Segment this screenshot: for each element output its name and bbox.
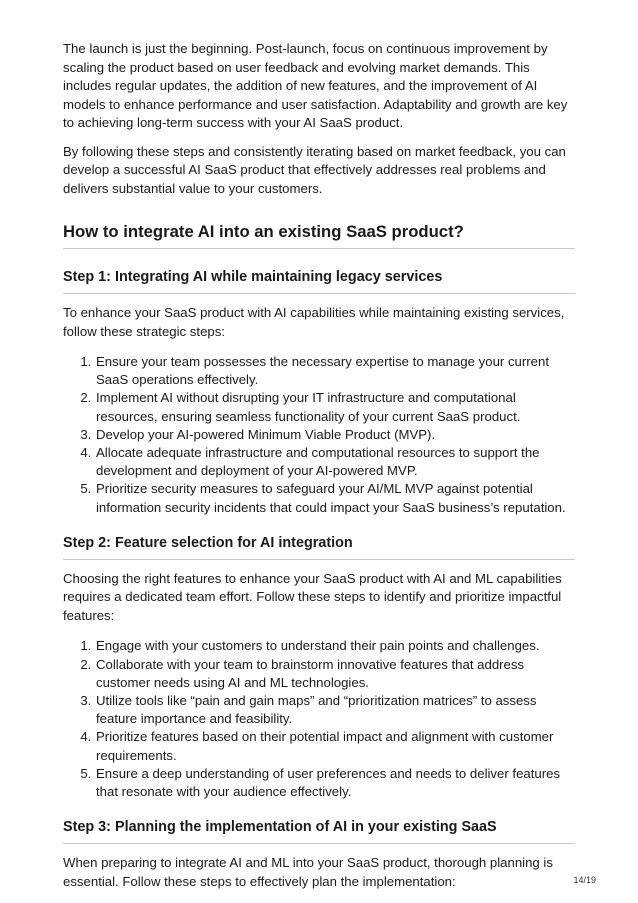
list-item: 4. Prioritize features based on their potential impact and alignment with customer requirements. [95,728,575,764]
step-1-heading: Step 1: Integrating AI while maintaining legacy services [63,269,443,285]
list-item: 3. Develop your AI-powered Minimum Viable Product (MVP). [95,426,575,444]
list-item: 3. Utilize tools like “pain and gain maps” and “prioritization matrices” to assess feature importance and feasibility. [95,692,575,728]
step-3-divider [63,843,575,844]
list-item: 5. Ensure a deep understanding of user preferences and needs to deliver features that resonate with your audience effectively. [95,765,575,801]
step-1-list [63,353,575,517]
section-heading: How to integrate AI into an existing SaaS product? [63,222,464,241]
step-1-intro: To enhance your SaaS product with AI capabilities while maintaining existing services, follow these strategic steps: [63,305,565,339]
step-3-heading: Step 3: Planning the implementation of AI in your existing SaaS [63,819,497,836]
list-item: 1. Engage with your customers to understand their pain points and challenges. [95,637,575,655]
step-3-section [63,818,575,891]
step-3-intro: When preparing to integrate AI and ML into your SaaS product, thorough planning is essential. Follow these steps to effectively plan the implementation: [63,855,553,889]
step-2-list [63,637,575,801]
intro-paragraph-2: By following these steps and consistently iterating based on market feedback, you can develop a successful AI SaaS product that effectively addresses real problems and delivers substantial value to your customers. [63,143,566,196]
list-item: 2. Collaborate with your team to brainstorm innovative features that address customer needs using AI and ML technologies. [95,656,575,692]
list-item: 1. Ensure your team possesses the necessary expertise to manage your current SaaS operations effectively. [95,353,575,389]
step-2-section [63,534,575,801]
step-1-section [63,268,575,517]
list-item: 4. Allocate adequate infrastructure and computational resources to support the development and deployment of your AI-powered MVP. [95,444,575,480]
intro-paragraph-1: The launch is just the beginning. Post-launch, focus on continuous improvement by scaling the product based on user feedback and evolving market demands. This includes regular updates, the addition of new features, and the improvement of AI models to enhance performance and user satisfaction. Adaptability and growth are key to achieving long-term success with your AI SaaS product. [63,41,568,130]
page-number: 14/19 [573,875,596,885]
list-item: 2. Implement AI without disrupting your IT infrastructure and computational resources, ensuring seamless functionality of your current SaaS product. [95,389,575,425]
step-2-divider [63,559,575,560]
step-2-intro: Choosing the right features to enhance your SaaS product with AI and ML capabilities requires a dedicated team effort. Follow these steps to identify and prioritize impactful features: [63,570,562,623]
section-divider [63,248,575,249]
step-2-heading: Step 2: Feature selection for AI integration [63,534,353,551]
list-item: 5. Prioritize security measures to safeguard your AI/ML MVP against potential information security incidents that could impact your SaaS business’s reputation. [95,480,575,516]
step-1-divider [63,293,575,294]
document-page [63,40,575,900]
